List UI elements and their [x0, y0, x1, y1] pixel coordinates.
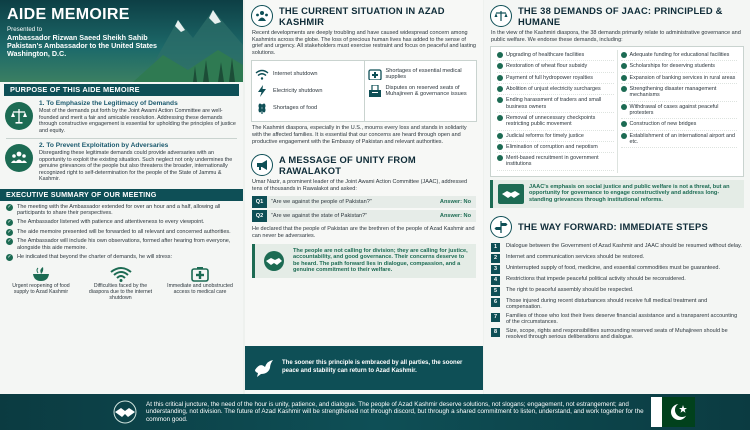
step-number: 1	[491, 243, 500, 252]
footer-banner	[0, 394, 750, 430]
unity-header	[245, 149, 483, 179]
step-item	[491, 298, 743, 311]
handshake-icon	[498, 184, 524, 204]
question-text: “Are we against the people of Pakistan?”	[271, 199, 372, 206]
step-text: Internet and communication services should be restored.	[506, 253, 645, 260]
footer-text: At this critical juncture, the need of the hour is unity, patience, and dialogue. The people of Azad Kashmir deserve solutions, not slogans; engagement, not estrangement; and understanding, not division. The future of Azad Kashmir will be strengthened not through discord, but through a shared commitment to listen, understand, and work together for the common good.	[146, 400, 644, 423]
demand-item: Removal of unnecessary checkpoints restricting public movement	[497, 115, 614, 131]
steps-header	[484, 211, 750, 241]
step-text: Dialogue between the Government of Azad Kashmir and JAAC should be resumed without delay.	[506, 242, 742, 249]
list-item: ✓ The meeting with the Ambassador extended for over an hour and a half, allowing all participants to share their perspectives.	[7, 203, 221, 216]
peace-callout-text: The sooner this principle is embraced by all parties, the sooner peace and stability can return to Azad Kashmir.	[282, 360, 463, 374]
step-text: Size, scope, rights and responsibilities surrounding reserved seats of Muhajireen should be resolved through serious deliberations and dialogue.	[506, 327, 728, 341]
bullet-icon	[621, 52, 627, 58]
step-number: 7	[491, 313, 500, 322]
step-text: Those injured during recent disturbances should receive full medical treatment and compensation.	[506, 297, 708, 311]
bullet-icon	[497, 97, 503, 103]
situation-header	[245, 0, 483, 30]
step-number: 5	[491, 287, 500, 296]
check-icon: ✓	[7, 253, 12, 260]
purpose-item-text: Most of the demands put forth by the Joint Awami Action Committee are well-founded and merit a fair and amicable resolution. Addressing these demands through constructive engagement is essential for upholding the principles of justice and equity.	[39, 108, 236, 134]
hero-banner	[0, 0, 243, 82]
wheat-icon	[255, 102, 269, 114]
check-icon: ✓	[7, 219, 12, 225]
step-text: Restrictions that impede peaceful political activity should be reconsidered.	[506, 275, 686, 282]
demands-intro: In the view of the Kashmiri diaspora, the 38 demands primarily relate to administrative governance and public welfare. We endorse these demands, including:	[491, 30, 741, 43]
step-number: 8	[491, 328, 500, 337]
wifi-icon	[255, 69, 269, 80]
demands-title: THE 38 DEMANDS OF JAAC: PRINCIPLED & HUMANE	[518, 5, 723, 27]
right-column	[484, 0, 750, 394]
demands-callout-text: JAAC's emphasis on social justice and public welfare is not a threat, but an opportunity for governance to engage constructively and address long-standing grievances through institutional reforms.	[529, 183, 730, 204]
purpose-item-title: 2. To Prevent Exploitation by Adversaries	[39, 142, 169, 149]
situation-intro: Recent developments are deeply troubling and have caused widespread concern among Kashmiris across the globe. The loss of precious human lives has added to the sense of grief and urgency. All stakeholders must exercise restraint and focus on peaceful and lasting solutions.	[252, 30, 476, 56]
issue-item: Electricity shutdown	[255, 84, 361, 98]
executive-summary-list	[0, 204, 243, 261]
demand-item: Withdrawal of cases against peaceful protesters	[621, 104, 738, 120]
unity-title: A MESSAGE OF UNITY FROM RAWALAKOT	[279, 154, 416, 177]
dove-icon	[253, 358, 275, 378]
bullet-icon	[497, 155, 503, 161]
demand-item: Merit-based recruitment in government institutions	[497, 155, 614, 171]
unity-intro: Umar Nazir, a prominent leader of the Joint Awami Action Committee (JAAC), addressed tens of thousands in Rawalakot and asked:	[252, 179, 468, 192]
list-item: ✓ The aide memoire presented will be forwarded to all relevant and concerned authorities.	[7, 228, 231, 235]
purpose-heading: PURPOSE OF THIS AIDE MEMOIRE	[4, 84, 239, 96]
bullet-icon	[621, 121, 627, 127]
step-text: Uninterrupted supply of food, medicine, and essential commodities must be guaranteed.	[506, 264, 721, 271]
check-icon: ✓	[7, 203, 12, 210]
need-item: Immediate and unobstructed access to medical care	[165, 265, 235, 302]
people-icon	[5, 144, 33, 172]
executive-summary-heading: EXECUTIVE SUMMARY OF OUR MEETING	[0, 189, 243, 201]
demand-item: Ending harassment of traders and small business owners	[497, 97, 614, 113]
brethren-statement: He declared that the people of Pakistan are the brethren of the people of Azad Kashmir and can never be adversaries.	[252, 226, 475, 239]
purpose-item-title: 1. To Emphasize the Legitimacy of Demands	[39, 100, 178, 107]
scales-icon	[5, 102, 33, 130]
demand-item: Strengthening disaster management mechanisms	[621, 86, 738, 102]
need-item: Difficulties faced by the diaspora due to the internet shutdown	[86, 265, 156, 302]
food-bowl-icon	[6, 265, 76, 283]
medical-kit-icon	[165, 265, 235, 283]
question-tag: Q1	[252, 196, 267, 208]
situation-issues	[251, 60, 477, 122]
demand-item: Payment of full hydropower royalties	[497, 75, 614, 84]
bullet-icon	[497, 133, 503, 139]
bullet-icon	[621, 133, 627, 139]
demand-item: Judicial reforms for timely justice	[497, 133, 614, 142]
demands-header	[484, 0, 750, 30]
bullet-icon	[497, 144, 503, 150]
answer-text: Answer: No	[439, 199, 471, 206]
bullet-icon	[497, 86, 503, 92]
issue-item: Internet shutdown	[255, 67, 361, 81]
step-item	[491, 287, 743, 296]
issue-item: Disputes on reserved seats of Muhajireen & governance issues	[368, 84, 474, 98]
question-tag: Q2	[252, 210, 267, 222]
demand-item: Expansion of banking services in rural areas	[621, 75, 738, 84]
demand-item: Elimination of corruption and nepotism	[497, 144, 614, 153]
demand-item: Construction of new bridges	[621, 121, 738, 130]
ambassador-role: Pakistan's Ambassador to the United States	[7, 40, 158, 50]
handshake-icon	[260, 251, 288, 271]
bullet-icon	[621, 63, 627, 69]
bullet-icon	[497, 115, 503, 121]
bullet-icon	[621, 86, 627, 92]
unity-callout	[252, 244, 476, 278]
steps-title: THE WAY FORWARD: IMMEDIATE STEPS	[518, 221, 708, 233]
megaphone-icon	[251, 154, 273, 176]
page-title: AIDE MEMOIRE	[7, 6, 130, 23]
stress-points	[0, 263, 243, 302]
unity-callout-text: The people are not calling for division; they are calling for justice, accountability, and good governance. Their concerns deserve to be heard. The path forward lies in dialogue, compassion, and a genuine commitment to their welfare.	[293, 247, 468, 274]
wifi-icon	[86, 265, 156, 283]
step-number: 4	[491, 276, 500, 285]
step-item	[491, 265, 743, 274]
medical-icon	[368, 68, 382, 80]
question-text: “Are we against the state of Pakistan?”	[271, 213, 368, 220]
middle-column	[245, 0, 483, 394]
group-icon	[251, 5, 273, 27]
presented-to-label: Presented to	[7, 26, 43, 33]
demand-item: Scholarships for deserving students	[621, 63, 738, 72]
left-column	[0, 0, 243, 394]
signpost-icon	[490, 216, 512, 238]
ambassador-name: Ambassador Rizwan Saeed Sheikh Sahib	[7, 32, 148, 42]
check-icon: ✓	[7, 228, 12, 235]
bullet-icon	[621, 75, 627, 81]
scales-icon	[490, 5, 512, 27]
step-item	[491, 313, 743, 326]
bullet-icon	[497, 52, 503, 58]
demand-item: Restoration of wheat flour subsidy	[497, 63, 614, 72]
ballot-icon	[368, 85, 382, 97]
situation-title: THE CURRENT SITUATION IN AZAD KASHMIR	[279, 5, 445, 27]
pakistan-flag-icon	[651, 397, 695, 427]
diaspora-statement: The Kashmiri diaspora, especially in the U.S., mourns every loss and stands in solidarity with the affected families. It is essential that our concerns are heard through open and productive engagement with the Embassy of Pakistan and relevant authorities.	[252, 125, 467, 145]
purpose-item-2	[0, 140, 243, 186]
need-item: Urgent reopening of food supply to Azad Kashmir	[6, 265, 76, 302]
step-item	[491, 254, 743, 263]
handshake-icon	[110, 400, 140, 424]
demands-list	[490, 46, 744, 177]
lightning-icon	[255, 85, 269, 97]
bullet-icon	[497, 63, 503, 69]
demand-item: Adequate funding for educational facilities	[621, 52, 738, 61]
location: Washington, D.C.	[7, 49, 67, 59]
demand-item: Abolition of unjust electricity surcharges	[497, 86, 614, 95]
demand-item: Upgrading of healthcare facilities	[497, 52, 614, 61]
step-item	[491, 243, 743, 252]
purpose-item-text: Disregarding these legitimate demands could provide adversaries with an opportunity to exploit the existing situation. Such neglect not only undermines the genuine grievances of the people but also threatens the broader, internationally recognized right to self-determination for the people of the State of Jammu & Kashmir.	[39, 150, 233, 182]
answer-text: Answer: No	[439, 213, 471, 220]
steps-list	[484, 243, 750, 341]
purpose-item-1	[0, 98, 243, 137]
question-row	[252, 196, 476, 208]
step-number: 3	[491, 265, 500, 274]
step-text: Families of those who lost their lives deserve financial assistance and a transparent accounting of the circumstances.	[506, 312, 738, 326]
step-item	[491, 328, 743, 341]
demands-callout	[490, 180, 744, 208]
step-number: 2	[491, 254, 500, 263]
list-item: ✓ The Ambassador listened with patience and attentiveness to every viewpoint.	[7, 219, 205, 225]
peace-callout	[245, 346, 483, 390]
issue-item: Shortages of essential medical supplies	[368, 67, 474, 81]
divider	[6, 138, 237, 139]
bullet-icon	[497, 75, 503, 81]
check-icon: ✓	[7, 238, 12, 244]
issue-item: Shortages of food	[255, 101, 361, 115]
demand-item: Establishment of an international airport and etc.	[621, 133, 738, 149]
list-item: ✓ The Ambassador will include his own observations, formed after hearing from everyone, alongside this aide memoire.	[7, 238, 231, 251]
list-item: ✓ He indicated that beyond the charter of demands, he will stress:	[7, 253, 173, 260]
step-item	[491, 276, 743, 285]
step-number: 6	[491, 298, 500, 307]
bullet-icon	[621, 104, 627, 110]
question-row	[252, 210, 476, 222]
step-text: The right to peaceful assembly should be respected.	[506, 286, 634, 293]
